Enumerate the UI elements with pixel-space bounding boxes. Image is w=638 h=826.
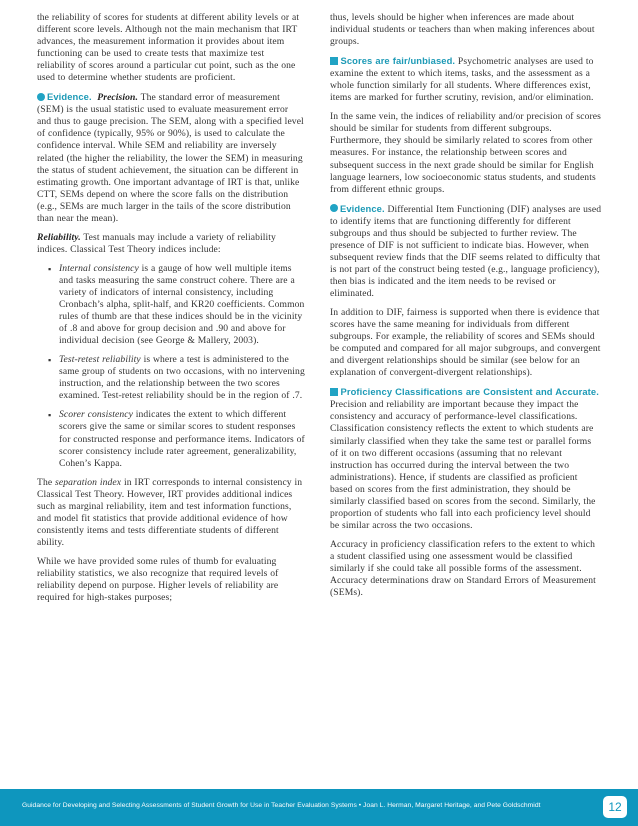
paragraph [37, 232, 305, 256]
list-item [59, 354, 305, 402]
list-item-term: Scorer consistency [59, 409, 133, 421]
evidence-label: Evidence. [340, 202, 385, 214]
evidence-label: Evidence. [47, 91, 92, 103]
bullet-square-icon [330, 57, 338, 65]
page-number: 12 [603, 796, 627, 818]
list-item-text: indicates the extent to which different scorers give the same or similar scores to student responses for constructed response and performance items. Indicators of scorer consistency include rater agreement, generalizability, Cohen’s Kappa. [59, 409, 305, 469]
paragraph: thus, levels should be higher when inferences are made about individual students or teachers than when making inferences about groups. [330, 12, 595, 48]
separation-index-term: separation index [55, 476, 122, 488]
paragraph-text: Differential Item Functioning (DIF) analyses are used to identify items that are functioning differently for different subgroups and thus should be subjected to further review. The presence of DIF is not sufficient to indicate bias. However, when subsequent review finds that the DIF seems related to difficulty that is not part of the construct being tested (e.g., language proficiency), then bias is indicated and the item needs to be revised or eliminated. [330, 203, 602, 299]
paragraph-text: The [37, 476, 53, 488]
section-heading: Scores are fair/unbiased. [340, 55, 456, 67]
paragraph-text: Test manuals may include a variety of reliability indices. Classical Test Theory indices include: [37, 231, 276, 255]
list-item-text: is where a test is administered to the same group of students on two occasions, with no intervening instruction, and the relationship between the two scores examined. Test-retest reliability should be in the region of .7. [59, 354, 305, 402]
paragraph [330, 386, 602, 532]
paragraph-text: in IRT corresponds to internal consistency in Classical Test Theory. However, IRT provides additional indices such as marginal reliability, item and test information functions, and model fit statistics that provide additional evidence of how consistently items and tests differentiate students of different ability. [37, 476, 303, 548]
reliability-term: Reliability. [37, 231, 81, 243]
paragraph [37, 477, 305, 549]
paragraph: While we have provided some rules of thumb for evaluating reliability statistics, we also recognize that required levels of reliability depend on purpose. Higher levels of reliability are required for high-stakes purposes; [37, 555, 279, 604]
section-heading: Proficiency Classifications are Consistent and Accurate. [340, 386, 599, 398]
paragraph-text: Precision and reliability are important because they impact the consistency and accuracy of performance-level classifications. Classification consistency reflects the extent to which students are similarly classified when they take the same test or parallel forms of it on two different occasions (assuming that no relevant instruction has occurred during the interval between the two administrations). Hence, if students are classified as proficient based on scores from the first administration, they should be similarly classified based on scores from the second. Similarly, the proportion of students who fall into each proficiency level should be similar across the two occasions. [330, 399, 596, 531]
bullet-square-icon [330, 388, 338, 396]
list-item-term: Test-retest reliability [59, 354, 141, 366]
paragraph: Accuracy in proficiency classification refers to the extent to which a student classified using one assessment would be classified similarly if she could take all possible forms of the assessment. Accuracy determinations draw on Standard Errors of Measurement (SEMs). [330, 538, 596, 599]
footer-citation: Guidance for Developing and Selecting Assessments of Student Growth for Use in Teacher Evaluation Systems • Joan L. Herman, Margaret Heritage, and Pete Goldschmidt [22, 802, 541, 809]
paragraph [330, 203, 602, 300]
paragraph [37, 91, 305, 225]
list-item-term: Internal consistency [59, 262, 139, 274]
bullet-dot-icon [330, 204, 338, 212]
page-footer [0, 789, 638, 826]
paragraph-text: Psychometric analyses are used to examine the extent to which items, tasks, and the assessment as a whole function similarly for all students. Where differences exist, items are marked for further scrutiny, revision, and/or elimination. [330, 56, 594, 104]
paragraph: In addition to DIF, fairness is supported when there is evidence that scores have the same meaning for individuals from different subgroups. For example, the reliability of scores and SEMs should be computed and compared for all major subgroups, and convergent and divergent relationships should be similar (see below for an explanation of convergent-divergent relationships). [330, 307, 601, 379]
list-item [59, 263, 305, 347]
list-item-text: is a gauge of how well multiple items and tasks measuring the same construct cohere. There are a variety of indicators of internal consistency, including Cronbach’s alpha, split-half, and KR20 coefficients. Common rules of thumb are that these indices should be in the vicinity of .8 and above for group decision and .90 and above for individual decision (see George & Mallery, 2003). [59, 262, 305, 347]
paragraph: In the same vein, the indices of reliability and/or precision of scores should be similar for students from different subgroups. Furthermore, they should be similarly related to scores from other measures. For instance, the relationship between scores and subsequent success in the next grade should be similar for English language learners, low socioeconomic status students, and students from different ethnic groups. [330, 111, 601, 195]
precision-term: Precision. [97, 92, 138, 104]
reliability-indices-list [37, 263, 305, 470]
paragraph: the reliability of scores for students at different ability levels or at different score levels. Although not the main mechanism that IRT advances, the measurement information it provides about item functioning can be used to create tests that maximize test reliability of scores around a particular cut point, such as the one used to determine whether students are proficient. [37, 12, 300, 84]
paragraph-text: The standard error of measurement (SEM) is the usual statistic used to evaluate measurement error and thus to gauge precision. The SEM, along with a specified level of confidence (typically, 95% or 90%), is used to calculate the confidence interval. While SEM and reliability are inversely related (the higher the reliability, the lower the SEM) in measuring the status of student achievement, the situation can be different in estimating growth. One important advantage of IRT is that, unlike CTT, SEMs depend on where the score falls on the distribution (e.g., SEMs are much larger in the tails of the score distribution than near the mean). [37, 92, 304, 224]
left-column [37, 12, 305, 611]
right-column [330, 12, 602, 606]
list-item [59, 409, 305, 469]
paragraph [330, 55, 602, 104]
bullet-dot-icon [37, 93, 45, 101]
